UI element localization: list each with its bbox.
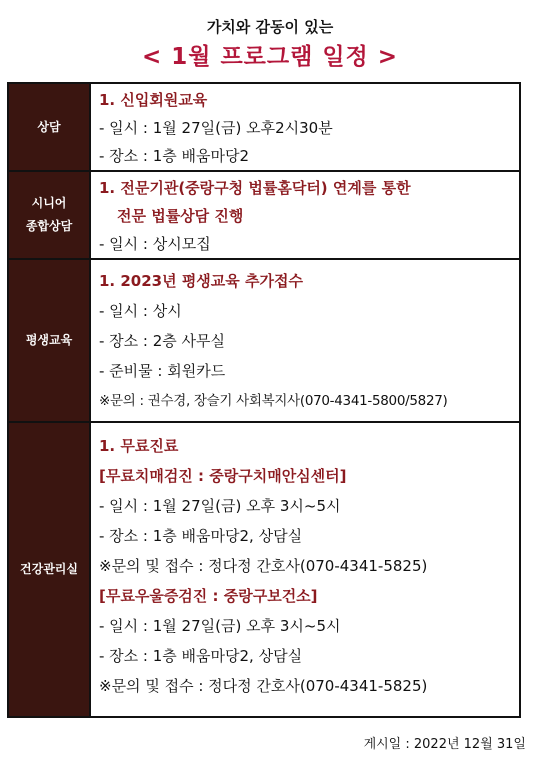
content-senior bbox=[89, 172, 519, 258]
category-label: 평생교육 bbox=[25, 333, 73, 348]
row-lifelong-education bbox=[9, 260, 519, 423]
category-label: 건강관리실 bbox=[20, 562, 78, 577]
program-date: - 일시 : 상시모집 bbox=[99, 235, 211, 253]
program-heading: 1. 신입회원교육 bbox=[99, 91, 208, 109]
page-title: < 1월 프로그램 일정 > bbox=[141, 44, 399, 70]
program-supplies: - 준비물 : 회원카드 bbox=[99, 362, 226, 380]
content-counseling bbox=[89, 84, 519, 170]
program-heading: 1. 2023년 평생교육 추가접수 bbox=[99, 272, 303, 290]
category-lifelong-education bbox=[9, 260, 89, 421]
row-health-care bbox=[9, 423, 519, 716]
depression-screening-title: [무료우울증검진 : 중랑구보건소] bbox=[99, 587, 318, 605]
page-subtitle: 가치와 감동이 있는 bbox=[206, 18, 334, 36]
depression-screening-place: - 장소 : 1층 배움마당2, 상담실 bbox=[99, 647, 303, 665]
content-health-care bbox=[89, 423, 519, 716]
depression-screening-inquiry: ※문의 및 접수 : 정다정 간호사(070-4341-5825) bbox=[99, 677, 428, 695]
program-heading: 1. 무료진료 bbox=[99, 437, 179, 455]
category-senior bbox=[9, 172, 89, 258]
program-place: - 장소 : 2층 사무실 bbox=[99, 332, 226, 350]
posted-date: 게시일 : 2022년 12월 31일 bbox=[363, 737, 526, 752]
schedule-table bbox=[7, 82, 521, 718]
program-inquiry: ※문의 : 권수경, 장슬기 사회복지사(070-4341-5800/5827) bbox=[99, 393, 448, 409]
row-senior bbox=[9, 172, 519, 260]
program-heading-line1: 1. 전문기관(중랑구청 법률홈닥터) 연계를 통한 bbox=[99, 179, 411, 197]
program-date: - 일시 : 상시 bbox=[99, 302, 182, 320]
dementia-screening-inquiry: ※문의 및 접수 : 정다정 간호사(070-4341-5825) bbox=[99, 557, 428, 575]
depression-screening-date: - 일시 : 1월 27일(금) 오후 3시~5시 bbox=[99, 617, 341, 635]
row-counseling bbox=[9, 84, 519, 172]
dementia-screening-date: - 일시 : 1월 27일(금) 오후 3시~5시 bbox=[99, 497, 341, 515]
category-label-line2: 종합상담 bbox=[25, 219, 73, 233]
category-label-line1: 시니어 bbox=[31, 196, 67, 211]
program-date: - 일시 : 1월 27일(금) 오후2시30분 bbox=[99, 119, 333, 137]
category-label: 상담 bbox=[37, 119, 61, 134]
category-counseling bbox=[9, 84, 89, 170]
content-lifelong-education bbox=[89, 260, 519, 421]
program-place: - 장소 : 1층 배움마당2 bbox=[99, 147, 250, 165]
program-heading-line2: 전문 법률상담 진행 bbox=[117, 207, 244, 225]
dementia-screening-title: [무료치매검진 : 중랑구치매안심센터] bbox=[99, 467, 347, 485]
dementia-screening-place: - 장소 : 1층 배움마당2, 상담실 bbox=[99, 527, 303, 545]
category-health-care bbox=[9, 423, 89, 716]
